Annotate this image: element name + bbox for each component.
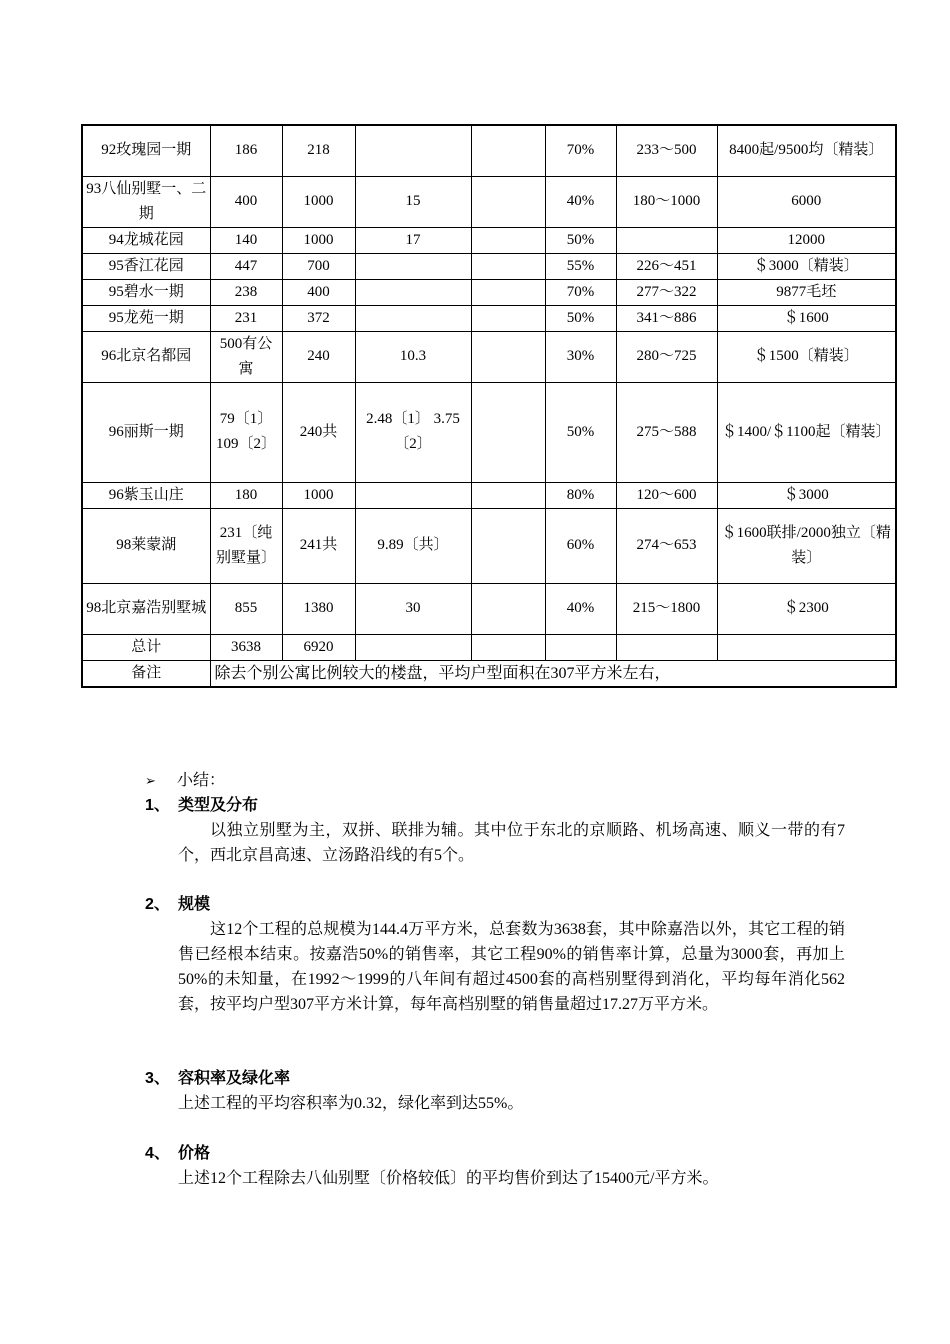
table-cell: 240共: [282, 382, 355, 482]
table-cell: [355, 634, 471, 660]
table-cell: ＄3000: [717, 482, 896, 508]
section-title: 规模: [178, 896, 211, 913]
project-name-cell: 95龙苑一期: [82, 305, 210, 331]
summary-heading: [145, 768, 845, 794]
table-cell: 1000: [282, 227, 355, 253]
summary-title: 小结：: [177, 772, 226, 789]
table-cell: [471, 482, 545, 508]
table-cell: 6920: [282, 634, 355, 660]
table-cell: [471, 176, 545, 227]
project-name-cell: 总计: [82, 634, 210, 660]
table-cell: 274～653: [616, 508, 717, 583]
table-cell: [471, 508, 545, 583]
table-cell: 30: [355, 583, 471, 634]
table-cell: 240: [282, 331, 355, 382]
table-cell: 17: [355, 227, 471, 253]
table-cell: 6000: [717, 176, 896, 227]
table-cell: 275～588: [616, 382, 717, 482]
table-cell: 50%: [545, 305, 616, 331]
table-cell: ＄1600联排/2000独立〔精装〕: [717, 508, 896, 583]
table-row: [82, 125, 896, 176]
project-name-cell: 92玫瑰园一期: [82, 125, 210, 176]
table-cell: 9877毛坯: [717, 279, 896, 305]
project-name-cell: 96丽斯一期: [82, 382, 210, 482]
table-cell: 186: [210, 125, 282, 176]
table-cell: 180: [210, 482, 282, 508]
table-cell: 215～1800: [616, 583, 717, 634]
section-number: 1、: [145, 797, 170, 814]
table-cell: 9.89〔共〕: [355, 508, 471, 583]
table-row: [82, 227, 896, 253]
table-cell: [471, 125, 545, 176]
table-cell: 10.3: [355, 331, 471, 382]
table-cell: 241共: [282, 508, 355, 583]
table-body: [82, 125, 896, 660]
table-row: [82, 279, 896, 305]
project-name-cell: 98北京嘉浩别墅城: [82, 583, 210, 634]
project-name-cell: 95香江花园: [82, 253, 210, 279]
table-cell: [355, 125, 471, 176]
table-cell: 280～725: [616, 331, 717, 382]
table-cell: [471, 227, 545, 253]
note-label: 备注: [82, 660, 210, 687]
table-cell: 400: [210, 176, 282, 227]
table-cell: 3638: [210, 634, 282, 660]
table-cell: 50%: [545, 227, 616, 253]
table-cell: 12000: [717, 227, 896, 253]
table-cell: 700: [282, 253, 355, 279]
table-cell: 180～1000: [616, 176, 717, 227]
table-cell: [471, 583, 545, 634]
table-row: [82, 382, 896, 482]
table-cell: 447: [210, 253, 282, 279]
table-cell: 372: [282, 305, 355, 331]
table-cell: 80%: [545, 482, 616, 508]
section-text: 上述工程的平均容积率为0.32，绿化率到达55%。: [178, 1095, 524, 1112]
table-cell: 40%: [545, 583, 616, 634]
table-cell: [717, 634, 896, 660]
table-cell: 50%: [545, 382, 616, 482]
table-cell: 218: [282, 125, 355, 176]
table-cell: 70%: [545, 279, 616, 305]
table-cell: 79〔1〕 109〔2〕: [210, 382, 282, 482]
table-cell: 1000: [282, 176, 355, 227]
table-cell: [616, 634, 717, 660]
table-cell: [545, 634, 616, 660]
section-4: [145, 1141, 845, 1191]
table-row: [82, 583, 896, 634]
table-cell: [355, 305, 471, 331]
project-name-cell: 96北京名都园: [82, 331, 210, 382]
section-1: [145, 793, 845, 868]
project-name-cell: 98莱蒙湖: [82, 508, 210, 583]
table-cell: ＄3000〔精装〕: [717, 253, 896, 279]
table-cell: 1380: [282, 583, 355, 634]
table-cell: 277～322: [616, 279, 717, 305]
table-cell: 30%: [545, 331, 616, 382]
section-number: 4、: [145, 1145, 170, 1162]
section-text: 以独立别墅为主，双拼、联排为辅。其中位于东北的京顺路、机场高速、顺义一带的有7个，西北京昌高速、立汤路沿线的有5个。: [178, 822, 845, 864]
project-name-cell: 93八仙别墅一、二期: [82, 176, 210, 227]
project-name-cell: 94龙城花园: [82, 227, 210, 253]
table-cell: 226～451: [616, 253, 717, 279]
table-cell: 55%: [545, 253, 616, 279]
project-name-cell: 96紫玉山庄: [82, 482, 210, 508]
section-3: [145, 1066, 845, 1116]
table-cell: 8400起/9500均〔精装〕: [717, 125, 896, 176]
section-text: 这12个工程的总规模为144.4万平方米，总套数为3638套，其中除嘉浩以外，其它工程的销售已经根本结束。按嘉浩50%的销售率，其它工程90%的销售率计算，总量为3000套，再加上50%的未知量，在1992～1999的八年间有超过4500套的高档别墅得到消化，平均每年消化562套，按平均户型307平方米计算，每年高档别墅的销售量超过17.27万平方米。: [178, 921, 845, 1013]
table-cell: [471, 305, 545, 331]
section-2: [145, 892, 845, 1017]
section-title: 类型及分布: [178, 797, 259, 814]
table-row: [82, 634, 896, 660]
table-row: [82, 253, 896, 279]
table-row: [82, 331, 896, 382]
table-cell: 855: [210, 583, 282, 634]
table-row: [82, 176, 896, 227]
table-cell: [355, 279, 471, 305]
table-cell: [616, 227, 717, 253]
table-row: [82, 305, 896, 331]
table-cell: [471, 253, 545, 279]
table-cell: 1000: [282, 482, 355, 508]
table-cell: ＄1600: [717, 305, 896, 331]
table-cell: [471, 634, 545, 660]
table-cell: [471, 382, 545, 482]
table-cell: 70%: [545, 125, 616, 176]
table-cell: 500有公寓: [210, 331, 282, 382]
table-cell: 400: [282, 279, 355, 305]
table-cell: ＄1400/＄1100起〔精装〕: [717, 382, 896, 482]
table-cell: 60%: [545, 508, 616, 583]
table-cell: [471, 279, 545, 305]
table-row: [82, 482, 896, 508]
table-cell: 341～886: [616, 305, 717, 331]
table-cell: 40%: [545, 176, 616, 227]
table-cell: 233～500: [616, 125, 717, 176]
table-cell: 120～600: [616, 482, 717, 508]
table-cell: 231〔纯别墅量〕: [210, 508, 282, 583]
table-cell: 15: [355, 176, 471, 227]
note-text: 除去个别公寓比例较大的楼盘，平均户型面积在307平方米左右，: [210, 660, 896, 687]
project-name-cell: 95碧水一期: [82, 279, 210, 305]
section-text: 上述12个工程除去八仙别墅〔价格较低〕的平均售价到达了15400元/平方米。: [178, 1170, 719, 1187]
section-title: 价格: [178, 1145, 211, 1162]
table-cell: 231: [210, 305, 282, 331]
table-row: [82, 508, 896, 583]
table-cell: [471, 331, 545, 382]
table-cell: ＄2300: [717, 583, 896, 634]
table-cell: 2.48〔1〕 3.75〔2〕: [355, 382, 471, 482]
villa-project-table: [81, 124, 897, 688]
section-title: 容积率及绿化率: [178, 1070, 291, 1087]
section-number: 3、: [145, 1070, 170, 1087]
section-number: 2、: [145, 896, 170, 913]
arrow-bullet-icon: ➢: [145, 774, 156, 789]
table-cell: 140: [210, 227, 282, 253]
table-cell: [355, 253, 471, 279]
note-row: [82, 660, 896, 687]
table-cell: 238: [210, 279, 282, 305]
table-cell: [355, 482, 471, 508]
table-cell: ＄1500〔精装〕: [717, 331, 896, 382]
